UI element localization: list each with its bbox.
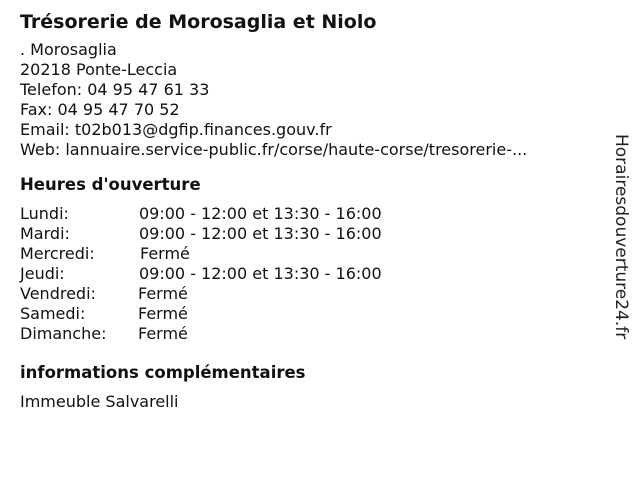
opening-hours-heading: Heures d'ouverture [20, 175, 201, 194]
fax-line: Fax: 04 95 47 70 52 [20, 100, 180, 119]
opening-hours-table [20, 204, 600, 344]
hours-row-tuesday [20, 224, 600, 244]
hours-row-friday [20, 284, 600, 304]
day-hours: Fermé [138, 284, 188, 303]
address-line-2: 20218 Ponte-Leccia [20, 60, 178, 79]
additional-info-text: Immeuble Salvarelli [20, 392, 179, 411]
hours-row-wednesday [20, 244, 600, 264]
brand-text: Horairesdouverture24.fr [611, 134, 631, 340]
hours-row-thursday [20, 264, 600, 284]
day-label: Mercredi: [20, 244, 95, 263]
day-label: Mardi: [20, 224, 70, 243]
day-label: Lundi: [20, 204, 69, 223]
day-label: Samedi: [20, 304, 86, 323]
day-hours: 09:00 - 12:00 et 13:30 - 16:00 [139, 204, 382, 223]
page-title: Trésorerie de Morosaglia et Niolo [20, 11, 377, 33]
additional-info-heading: informations complémentaires [20, 363, 306, 382]
address-line-1: . Morosaglia [20, 40, 117, 59]
day-label: Vendredi: [20, 284, 96, 303]
hours-row-sunday [20, 324, 600, 344]
hours-row-monday [20, 204, 600, 224]
day-label: Jeudi: [20, 264, 65, 283]
day-hours: Fermé [138, 324, 188, 343]
contact-info [20, 40, 600, 160]
day-hours: 09:00 - 12:00 et 13:30 - 16:00 [139, 224, 382, 243]
business-card [20, 10, 600, 412]
hours-row-saturday [20, 304, 600, 324]
web-line: Web: lannuaire.service-public.fr/corse/haute-corse/tresorerie-... [20, 140, 528, 159]
day-hours: Fermé [138, 304, 188, 323]
email-line: Email: t02b013@dgfip.finances.gouv.fr [20, 120, 332, 139]
day-hours: Fermé [140, 244, 190, 263]
phone-line: Telefon: 04 95 47 61 33 [20, 80, 210, 99]
day-label: Dimanche: [20, 324, 107, 343]
day-hours: 09:00 - 12:00 et 13:30 - 16:00 [139, 264, 382, 283]
brand-watermark [610, 134, 632, 344]
